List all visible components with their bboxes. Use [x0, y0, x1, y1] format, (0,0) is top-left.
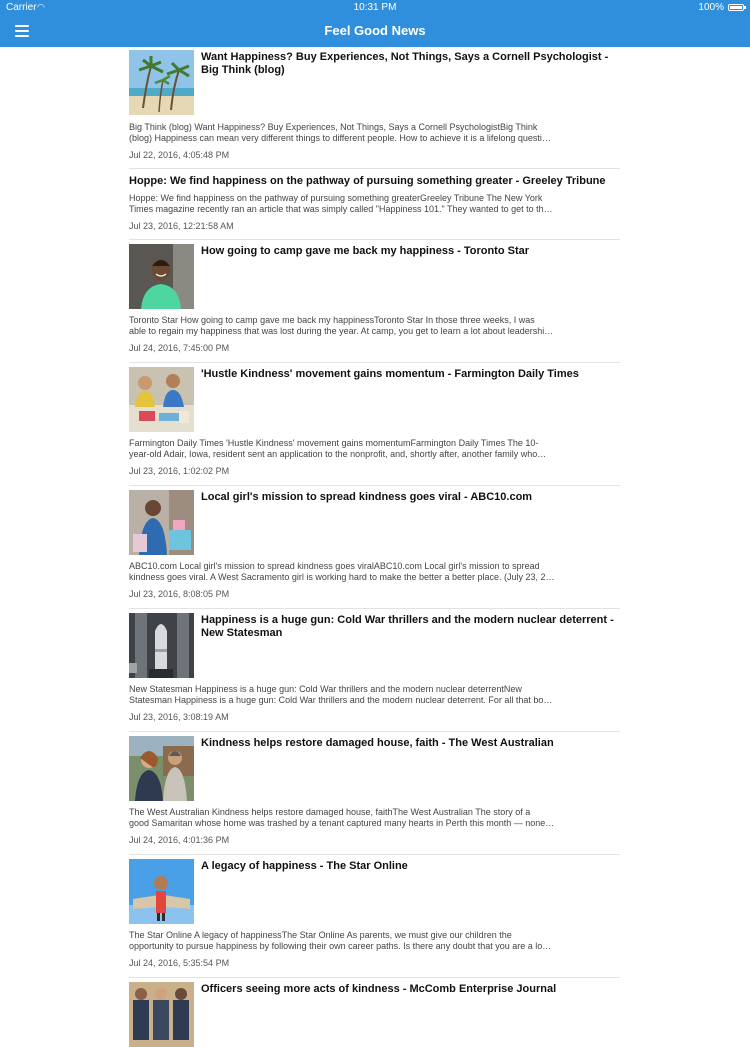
news-item[interactable] — [129, 855, 620, 978]
article-headline: Kindness helps restore damaged house, faith - The West Australian — [201, 737, 554, 749]
status-bar — [0, 0, 750, 16]
news-item[interactable] — [129, 363, 620, 486]
article-headline: Hoppe: We find happiness on the pathway of pursuing something greater - Greeley Tribune — [129, 175, 606, 187]
battery-icon — [728, 4, 744, 11]
article-summary: The Star Online A legacy of happinessThe Star Online As parents, we must give our children the — [129, 930, 512, 940]
article-date: Jul 24, 2016, 7:45:00 PM — [129, 343, 230, 353]
article-date: Jul 23, 2016, 3:08:19 AM — [129, 712, 229, 722]
article-summary: year-old Adair, Iowa, resident sent an application to the nonprofit, and, shortly after, another family who… — [129, 449, 547, 459]
news-item[interactable] — [129, 978, 620, 1018]
battery-percent: 100% — [698, 2, 724, 13]
news-item[interactable] — [129, 169, 620, 240]
wifi-icon: ◠ — [37, 2, 45, 12]
article-summary: ABC10.com Local girl's mission to spread kindness goes viralABC10.com Local girl's mission to spread — [129, 561, 540, 571]
news-item[interactable] — [129, 47, 620, 169]
article-summary: Hoppe: We find happiness on the pathway of pursuing something greaterGreeley Tribune The New York — [129, 193, 543, 203]
article-thumbnail — [129, 859, 194, 924]
article-headline: Want Happiness? Buy Experiences, Not Things, Says a Cornell Psychologist - Big Think (blog) — [201, 51, 609, 76]
article-summary: Statesman Happiness is a huge gun: Cold War thrillers and the modern nuclear deterrent. For all that bo… — [129, 695, 553, 705]
news-item[interactable] — [129, 240, 620, 363]
article-thumbnail — [129, 490, 194, 555]
article-thumbnail — [129, 982, 194, 1047]
article-summary: Farmington Daily Times 'Hustle Kindness' movement gains momentumFarmington Daily Times The 10- — [129, 438, 539, 448]
article-thumbnail — [129, 736, 194, 801]
news-item[interactable] — [129, 486, 620, 609]
article-summary: Big Think (blog) Want Happiness? Buy Experiences, Not Things, Says a Cornell PsychologistBig Think — [129, 122, 538, 132]
article-headline: A legacy of happiness - The Star Online — [201, 860, 408, 872]
article-date: Jul 23, 2016, 1:02:02 PM — [129, 466, 230, 476]
article-headline: Officers seeing more acts of kindness - McComb Enterprise Journal — [201, 983, 557, 995]
article-headline: Happiness is a huge gun: Cold War thrillers and the modern nuclear deterrent - New Statesman — [201, 614, 614, 639]
article-summary: kindness goes viral. A West Sacramento girl is working hard to make the better a better place. (July 23, 2… — [129, 572, 555, 582]
article-date: Jul 22, 2016, 4:05:48 PM — [129, 150, 230, 160]
status-time: 10:31 PM — [353, 2, 397, 13]
article-summary: (blog) Happiness can mean very different things to different people. How to achieve it is a lifelong questi… — [129, 133, 551, 143]
article-summary: able to regain my happiness that was lost during the year. At camp, you get to learn a lot about leadershi… — [129, 326, 554, 336]
article-thumbnail — [129, 244, 194, 309]
article-summary: good Samaritan whose home was trashed by a tenant captured many hearts in Perth this month — none… — [129, 818, 555, 828]
news-item[interactable] — [129, 732, 620, 855]
page-title: Feel Good News — [324, 23, 426, 38]
news-item[interactable] — [129, 609, 620, 732]
article-date: Jul 24, 2016, 4:01:36 PM — [129, 835, 230, 845]
article-summary: Toronto Star How going to camp gave me back my happinessToronto Star In those three weeks, I was — [129, 315, 535, 325]
article-headline: Local girl's mission to spread kindness goes viral - ABC10.com — [201, 491, 533, 503]
article-date: Jul 23, 2016, 8:08:05 PM — [129, 589, 230, 599]
article-summary: New Statesman Happiness is a huge gun: Cold War thrillers and the modern nuclear deterrentNew — [129, 684, 522, 694]
article-date: Jul 24, 2016, 5:35:54 PM — [129, 958, 230, 968]
news-list — [129, 47, 620, 1018]
article-headline: How going to camp gave me back my happiness - Toronto Star — [201, 245, 530, 257]
nav-bar — [0, 16, 750, 47]
article-summary: Times magazine recently ran an article that was simply called "Happiness 101." They wanted to get to th… — [129, 204, 553, 214]
carrier-label: Carrier — [6, 2, 37, 13]
article-headline: 'Hustle Kindness' movement gains momentum - Farmington Daily Times — [201, 368, 579, 380]
article-summary: The West Australian Kindness helps restore damaged house, faithThe West Australian The story of a — [129, 807, 531, 817]
article-thumbnail — [129, 613, 194, 678]
article-thumbnail — [129, 367, 194, 432]
article-summary: opportunity to pursue happiness by following their own career paths. Is there any doubt that you are a lo… — [129, 941, 552, 951]
article-thumbnail — [129, 50, 194, 115]
article-date: Jul 23, 2016, 12:21:58 AM — [129, 221, 234, 231]
